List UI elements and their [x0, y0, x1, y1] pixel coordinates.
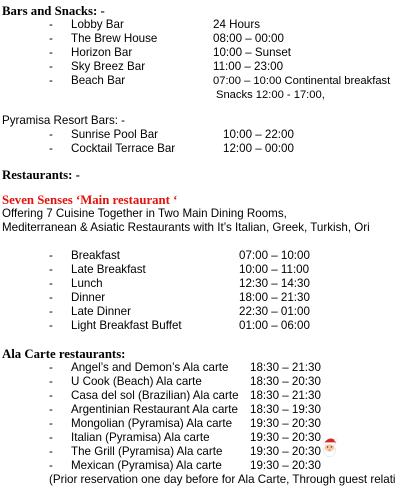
meal-name: Lunch: [71, 277, 103, 290]
meal-time: 12:30 – 14:30: [239, 277, 310, 290]
bar-time: 10:00 – Sunset: [213, 46, 291, 59]
list-dash: -: [49, 18, 53, 31]
restaurant-name: The Grill (Pyramisa) Ala carte: [71, 445, 223, 458]
restaurant-time: 18:30 – 21:30: [250, 361, 321, 374]
main-restaurant-description: Mediterranean & Asiatic Restaurants with It’s Italian, Greek, Turkish, Ori: [2, 221, 370, 234]
meal-name: Late Dinner: [71, 305, 131, 318]
list-dash: -: [49, 305, 53, 318]
restaurant-name: Italian (Pyramisa) Ala carte: [71, 431, 210, 444]
restaurant-time: 19:30 – 20:30: [250, 431, 321, 444]
restaurant-time: 19:30 – 20:30: [250, 445, 321, 458]
restaurant-name: Angel’s and Demon’s Ala carte: [71, 361, 229, 374]
bar-time: 12:00 – 00:00: [223, 142, 294, 155]
list-dash: -: [49, 361, 53, 374]
resort-bars-heading: Pyramisa Resort Bars: -: [2, 114, 126, 127]
meal-name: Breakfast: [71, 249, 120, 262]
list-dash: -: [49, 249, 53, 262]
bar-time-secondary: Snacks 12:00 - 17:00,: [216, 89, 325, 101]
bar-time: 11:00 – 23:00: [213, 60, 284, 73]
list-dash: -: [49, 263, 53, 276]
main-restaurant-description: Offering 7 Cuisine Together in Two Main Dining Rooms,: [2, 207, 287, 220]
restaurant-name: Mongolian (Pyramisa) Ala carte: [71, 417, 233, 430]
bar-time: 08:00 – 00:00: [213, 32, 284, 45]
santa-emoji-icon: [321, 436, 338, 458]
bar-name: Horizon Bar: [71, 46, 133, 59]
list-dash: -: [49, 74, 53, 87]
list-dash: -: [49, 142, 53, 155]
restaurant-time: 18:30 – 20:30: [250, 375, 321, 388]
bar-name: Sky Breez Bar: [71, 60, 146, 73]
bar-name: The Brew House: [71, 32, 158, 45]
list-dash: -: [49, 277, 53, 290]
restaurant-time: 18:30 – 19:30: [250, 403, 321, 416]
list-dash: -: [49, 375, 53, 388]
list-dash: -: [49, 403, 53, 416]
list-dash: -: [49, 389, 53, 402]
list-dash: -: [49, 417, 53, 430]
restaurants-heading: Restaurants: -: [2, 168, 80, 182]
bar-time: 10:00 – 22:00: [223, 128, 294, 141]
restaurant-name: U Cook (Beach) Ala carte: [71, 375, 202, 388]
restaurant-time: 19:30 – 20:30: [250, 417, 321, 430]
restaurant-time: 18:30 – 21:30: [250, 389, 321, 402]
list-dash: -: [49, 431, 53, 444]
list-dash: -: [49, 459, 53, 472]
restaurant-name: Mexican (Pyramisa) Ala carte: [71, 459, 222, 472]
list-dash: -: [49, 32, 53, 45]
list-dash: -: [49, 445, 53, 458]
list-dash: -: [49, 319, 53, 332]
bar-time: 07:00 – 10:00 Continental breakfast: [213, 75, 391, 87]
restaurant-name: Casa del sol (Brazilian) Ala carte: [71, 389, 239, 402]
meal-time: 18:00 – 21:30: [239, 291, 310, 304]
list-dash: -: [49, 128, 53, 141]
bar-name: Sunrise Pool Bar: [71, 128, 158, 141]
ala-carte-heading: Ala Carte restaurants:: [2, 347, 126, 361]
restaurant-name: Argentinian Restaurant Ala carte: [71, 403, 238, 416]
list-dash: -: [49, 60, 53, 73]
meal-name: Dinner: [71, 291, 106, 304]
bar-name: Lobby Bar: [71, 18, 124, 31]
meal-time: 10:00 – 11:00: [239, 263, 310, 276]
meal-time: 07:00 – 10:00: [239, 249, 310, 262]
bar-name: Cocktail Terrace Bar: [71, 142, 176, 155]
bar-name: Beach Bar: [71, 74, 126, 87]
meal-time: 01:00 – 06:00: [239, 319, 310, 332]
meal-name: Light Breakfast Buffet: [71, 319, 182, 332]
main-restaurant-title: Seven Senses ‘Main restaurant ‘: [2, 193, 178, 207]
bar-time: 24 Hours: [213, 18, 261, 31]
list-dash: -: [49, 46, 53, 59]
bars-snacks-heading: Bars and Snacks: -: [2, 4, 105, 18]
meal-name: Late Breakfast: [71, 263, 146, 276]
reservation-note: (Prior reservation one day before for Ala Carte, Through guest relati: [49, 473, 396, 486]
meal-time: 22:30 – 01:00: [239, 305, 310, 318]
restaurant-time: 19:30 – 20:30: [250, 459, 321, 472]
list-dash: -: [49, 291, 53, 304]
